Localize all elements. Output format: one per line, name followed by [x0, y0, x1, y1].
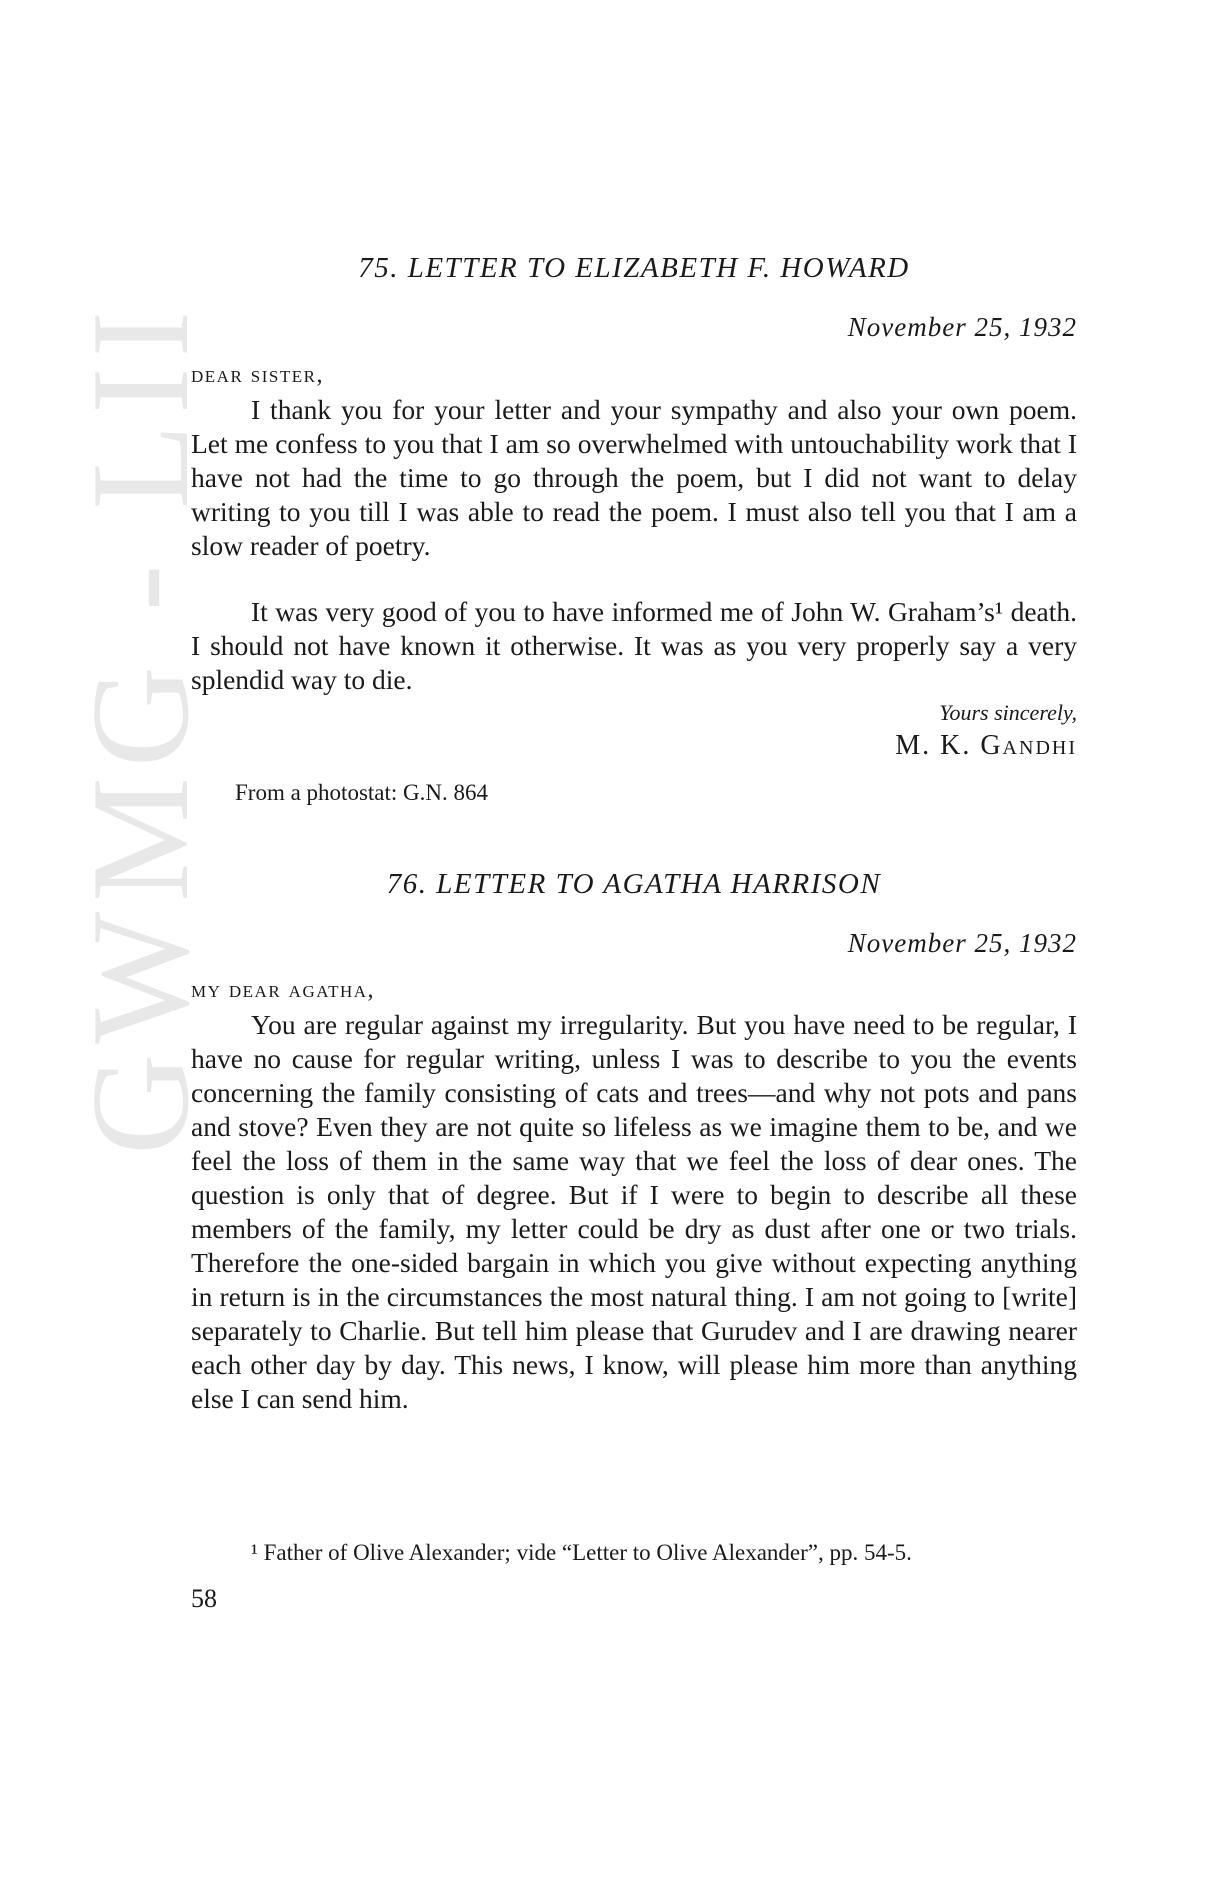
letter-76-salutation: my dear agatha,	[191, 977, 376, 1003]
page-number: 58	[191, 1584, 217, 1613]
footnote: ¹ Father of Olive Alexander; vide “Letter to Olive Alexander”, pp. 54-5.	[251, 1540, 912, 1565]
letter-75-date: November 25, 1932	[847, 312, 1077, 342]
letter-75-source: From a photostat: G.N. 864	[235, 780, 488, 805]
letter-75-paragraph-2: It was very good of you to have informed me of John W. Graham’s¹ death. I should not have known it otherwise. It was as you very properly say a very splendid way to die.	[191, 596, 1077, 695]
letter-75-signature: M. K. Gandhi	[895, 730, 1077, 761]
letter-75-paragraph-1: I thank you for your letter and your sympathy and also your own poem. Let me confess to you that I am so overwhelmed with untouchability work that I have not had the time to go through the poem, but I did not want to delay writing to you till I was able to read the poem. I must also tell you that I am a slow reader of poetry.	[191, 394, 1077, 561]
letter-75-heading: 75. LETTER TO ELIZABETH F. HOWARD	[358, 252, 910, 284]
letter-75-salutation: dear sister,	[191, 362, 324, 388]
letter-76-paragraph-1: You are regular against my irregularity. But you have need to be regular, I have no cause for regular writing, unless I was to describe to you the events concerning the family consisting of cats and trees—and why not pots and pans and stove? Even they are not quite so lifeless as we imagine them to be, and we feel the loss of them in the same way that we feel the loss of dear ones. The question is only that of degree. But if I were to begin to describe all these members of the family, my letter could be dry as dust after one or two trials. Therefore the one-sided bargain in which you give without expecting anything in return is in the circumstances the most natural thing. I am not going to [write] separately to Charlie. But tell him please that Gurudev and I are drawing nearer each other day by day. This news, I know, will please him more than anything else I can send him.	[191, 1009, 1077, 1414]
letter-76-heading: 76. LETTER TO AGATHA HARRISON	[386, 868, 882, 900]
letter-76-date: November 25, 1932	[847, 928, 1077, 958]
letter-75-closing: Yours sincerely,	[939, 700, 1077, 725]
watermark: GWMG - LII	[63, 300, 218, 1155]
